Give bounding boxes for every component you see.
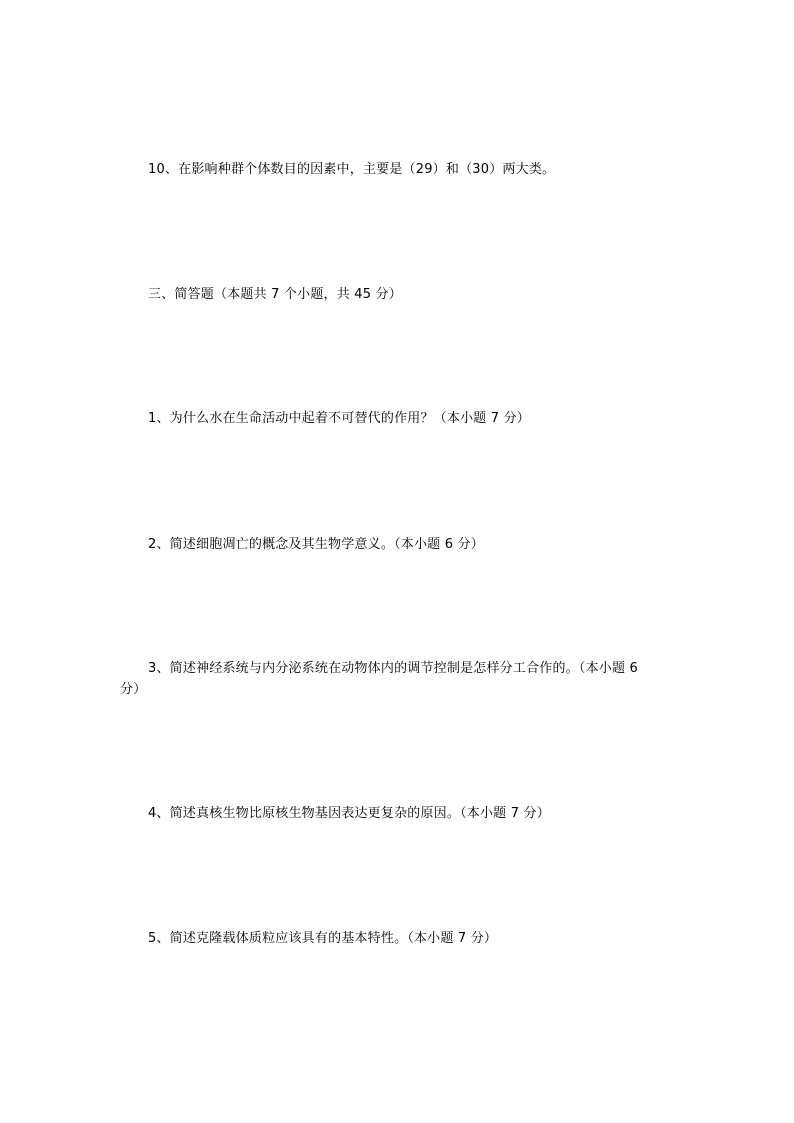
question-4: 4、简述真核生物比原核生物基因表达更复杂的原因。（本小题 7 分） [148, 806, 550, 821]
question-3-line-1: 3、简述神经系统与内分泌系统在动物体内的调节控制是怎样分工合作的。（本小题 6 [148, 661, 638, 676]
section-heading-short-answer: 三、简答题（本题共 7 个小题，共 45 分） [148, 287, 402, 302]
question-5: 5、简述克隆载体质粒应该具有的基本特性。（本小题 7 分） [148, 931, 498, 946]
question-2: 2、简述细胞凋亡的概念及其生物学意义。（本小题 6 分） [148, 537, 484, 552]
fill-blank-question-10: 10、在影响种群个体数目的因素中，主要是（29）和（30）两大类。 [148, 162, 556, 177]
question-3-line-2: 分） [120, 682, 147, 697]
question-1: 1、为什么水在生命活动中起着不可替代的作用？（本小题 7 分） [148, 411, 531, 426]
